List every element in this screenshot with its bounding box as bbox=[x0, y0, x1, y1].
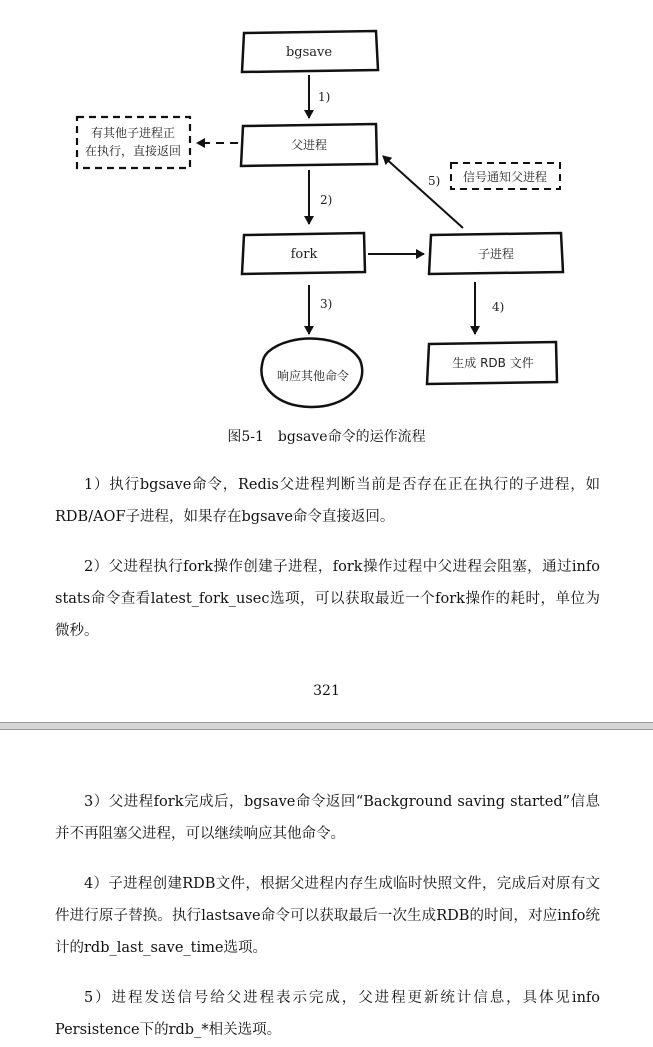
other-child-line1: 有其他子进程正 bbox=[90, 126, 176, 140]
parent-process-box bbox=[241, 124, 377, 166]
page-divider bbox=[0, 722, 653, 730]
generate-rdb-label: 生成 RDB 文件 bbox=[452, 356, 534, 370]
respond-other-commands-node bbox=[261, 339, 362, 407]
step-4-label: 4) bbox=[492, 300, 505, 314]
respond-label: 响应其他命令 bbox=[276, 369, 350, 383]
step-3-label: 3) bbox=[320, 297, 333, 311]
paragraph-step-5: 5）进程发送信号给父进程表示完成，父进程更新统计信息，具体见info Persistence下的rdb_*相关选项。 bbox=[55, 990, 600, 1038]
other-child-running-box bbox=[77, 117, 190, 168]
other-child-line2: 在执行，直接返回 bbox=[84, 144, 182, 158]
figure-caption: 图5-1 bgsave命令的运作流程 bbox=[227, 429, 426, 445]
page-322 bbox=[0, 730, 653, 1047]
bgsave-flow-diagram bbox=[0, 0, 653, 420]
step-1-label: 1) bbox=[318, 90, 331, 104]
paragraph-step-2: 2）父进程执行fork操作创建子进程，fork操作过程中父进程会阻塞，通过info stats命令查看latest_fork_usec选项，可以获取最近一个fork操作的耗时，单位为微秒。 bbox=[55, 559, 600, 639]
page-number: 321 bbox=[313, 683, 340, 699]
bgsave-box bbox=[242, 31, 378, 72]
generate-rdb-box bbox=[427, 342, 557, 384]
fork-box bbox=[242, 233, 365, 274]
paragraph-step-4: 4）子进程创建RDB文件，根据父进程内存生成临时快照文件，完成后对原有文件进行原子替换。执行lastsave命令可以获取最后一次生成RDB的时间，对应info统计的rdb_last_save_time选项。 bbox=[55, 876, 600, 956]
step-2-label: 2) bbox=[320, 193, 333, 207]
signal-label: 信号通知父进程 bbox=[462, 170, 548, 184]
child-process-label: 子进程 bbox=[477, 247, 515, 261]
fork-label: fork bbox=[290, 247, 318, 262]
paragraph-step-1: 1）执行bgsave命令，Redis父进程判断当前是否存在正在执行的子进程，如RDB/AOF子进程，如果存在bgsave命令直接返回。 bbox=[55, 477, 600, 525]
child-process-box bbox=[429, 233, 563, 274]
step-5-label: 5) bbox=[428, 174, 441, 188]
signal-parent-box bbox=[451, 163, 560, 189]
paragraph-step-3: 3）父进程fork完成后，bgsave命令返回“Background saving started”信息并不再阻塞父进程，可以继续响应其他命令。 bbox=[55, 794, 600, 842]
bgsave-label: bgsave bbox=[285, 45, 333, 60]
parent-process-label: 父进程 bbox=[290, 138, 328, 152]
